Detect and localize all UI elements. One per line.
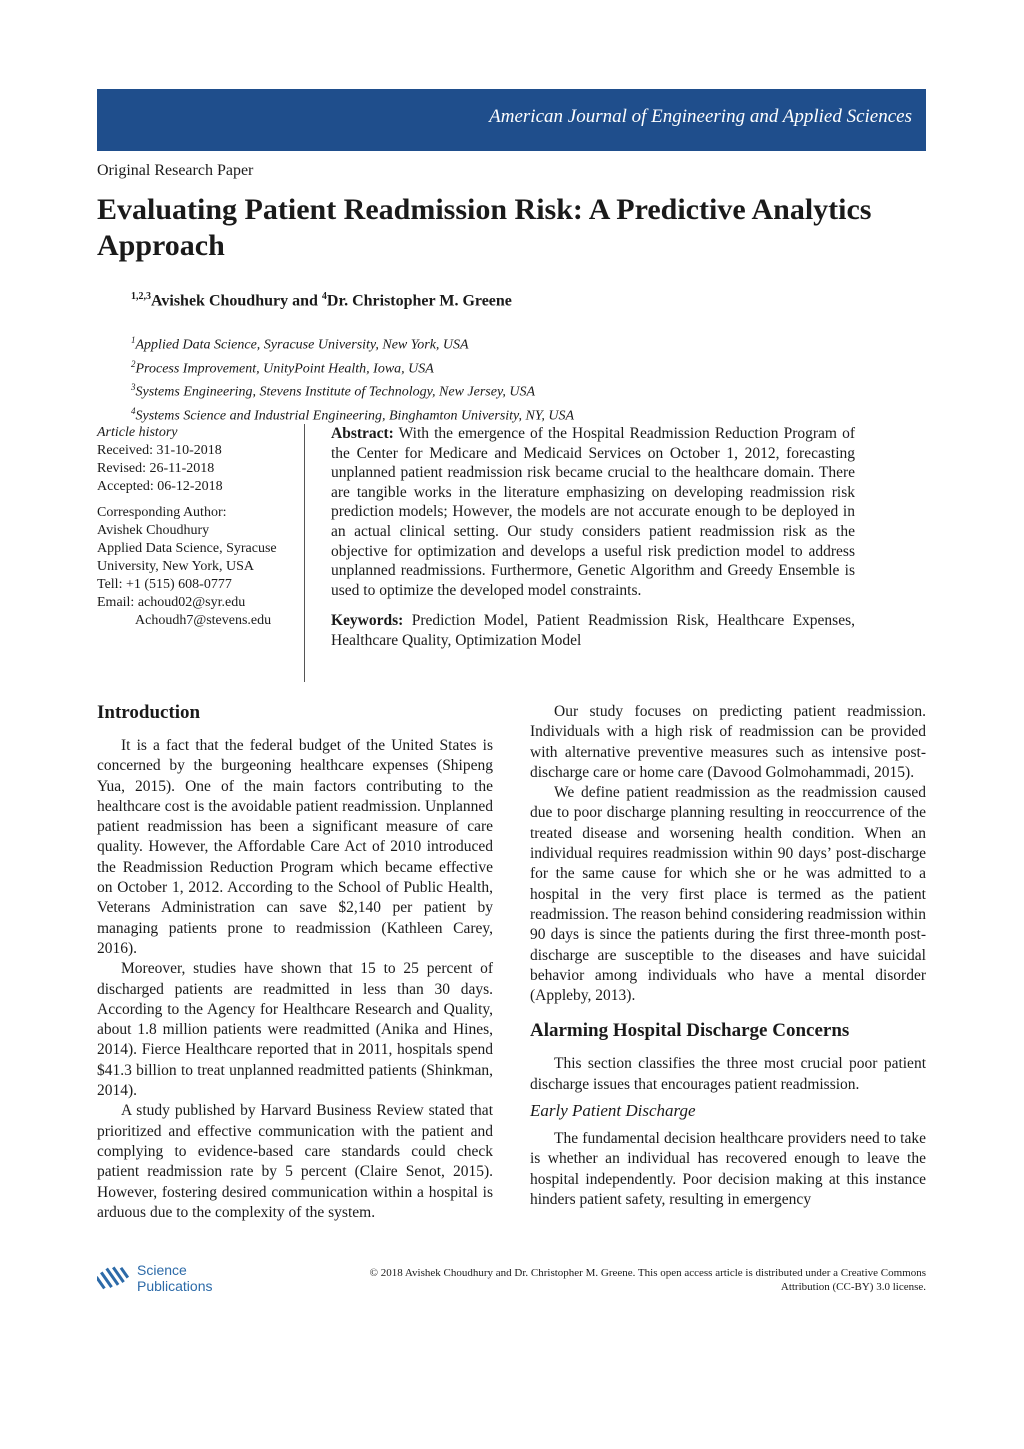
intro-paragraph-3: A study published by Harvard Business Review stated that prioritized and effective communication with the patient and complying to evidence-based care standards could check patient readmission rate by 5 percent (Claire Senot, 2015). However, fostering desired communication within a hospital is arduous due to the complexity of the system. <box>97 1102 493 1221</box>
corresponding-label: Corresponding Author: <box>97 505 227 520</box>
author1-affil-marker: 1,2,3 <box>131 291 151 302</box>
accepted-date: Accepted: 06-12-2018 <box>97 479 223 494</box>
article-history <box>97 424 302 630</box>
intro-paragraph-2: Moreover, studies have shown that 15 to 25 percent of discharged patients are readmitted in less than 30 days. According to the Agency for Healthcare Research and Quality, about 1.8 million patients were readmitted (Anika and Hines, 2014). Fierce Healthcare reported that in 2011, hospitals spend $41.3 billion to treat unplanned readmitted patients (Shinkman, 2014). <box>97 960 493 1100</box>
affiliation-2: $^2$Process Improvement, UnityPoint Health, Iowa, USA <box>131 358 434 377</box>
author2-affil-marker: 4 <box>321 291 327 302</box>
revised-date: Revised: 26-11-2018 <box>97 461 215 476</box>
introduction-heading: Introduction <box>97 702 201 723</box>
left-column <box>97 702 493 1223</box>
affiliation-1: $^1$Applied Data Science, Syracuse University, New York, USA <box>131 335 469 353</box>
affiliation-4: $^4$Systems Science and Industrial Engineering, Binghamton University, NY, USA <box>131 405 574 424</box>
keywords-text: Prediction Model, Patient Readmission Risk, Healthcare Expenses, Healthcare Quality, Optimization Model <box>331 612 855 649</box>
history-label: Article history <box>97 425 178 440</box>
paper-type: Original Research Paper <box>97 162 254 179</box>
author1-name: Avishek Choudhury and <box>151 292 322 310</box>
abstract <box>331 424 855 651</box>
right-paragraph-2: We define patient readmission as the readmission caused due to poor discharge planning resulting in reoccurrence of the treated disease and worsening health condition. When an individual requires readmission within 90 days’ post-discharge for the same cause for which she or he was admitted to a hospital in the very first place is termed as the patient readmission. The reason behind considering readmission within 90 days is since the patients during the first three-month post-discharge are susceptible to the diseases and have suicidal behavior among individuals who have a mental disorder (Appleby, 2013). <box>530 784 926 1005</box>
right-paragraph-4: The fundamental decision healthcare providers need to take is whether an individual has recovered enough to leave the hospital independently. Poor decision making at this instance hinders patient safety, resulting in emergency <box>530 1130 926 1208</box>
authors <box>131 291 512 310</box>
journal-name: American Journal of Engineering and Applied Sciences <box>489 106 912 127</box>
corresponding-email-2[interactable]: Achoudh7@stevens.edu <box>135 613 272 628</box>
column-divider <box>304 424 305 682</box>
science-publications-logo-icon <box>97 1262 131 1296</box>
discharge-concerns-heading: Alarming Hospital Discharge Concerns <box>530 1020 850 1042</box>
corresponding-name: Avishek Choudhury <box>97 523 210 538</box>
abstract-text: With the emergence of the Hospital Readmission Reduction Program of the Center for Medicare and Medicaid Services on October 1, 2012, forecasting unplanned patient readmission risk became crucial to the healthcare domain. There are tangible works in the literature emphasizing on developing readmission risk prediction models; However, the models are not accurate enough to be deployed in an actual clinical setting. Our study considers patient readmission risk as the objective for optimization and develops a useful risk prediction model to address unplanned readmissions. Furthermore, Genetic Algorithm and Greedy Ensemble is used to optimize the developed model constraints. <box>331 425 855 599</box>
affiliation-3: $^3$Systems Engineering, Stevens Institute of Technology, New Jersey, USA <box>131 382 536 400</box>
license-notice: © 2018 Avishek Choudhury and Dr. Christopher M. Greene. This open access article is distributed under a Creative Commons Attribution (CC-BY) 3.0 license. <box>369 1267 926 1293</box>
corresponding-email[interactable]: Email: achoud02@syr.edu <box>97 595 246 610</box>
abstract-label: Abstract: <box>331 425 394 442</box>
right-column <box>530 702 926 1210</box>
keywords-label: Keywords: <box>331 612 404 630</box>
right-paragraph-1: Our study focuses on predicting patient readmission. Individuals with a high risk of readmission can be provided with alternative preventive measures such as intensive post-discharge care or home care (Davood Golmohammadi, 2015). <box>530 703 926 781</box>
received-date: Received: 31-10-2018 <box>97 443 222 458</box>
journal-banner <box>97 89 926 151</box>
author2-name: Dr. Christopher M. Greene <box>326 292 512 310</box>
corresponding-affiliation: Applied Data Science, Syracuse University, New York, USA <box>97 541 277 574</box>
intro-paragraph-1: It is a fact that the federal budget of the United States is concerned by the burgeoning healthcare expenses (Shipeng Yua, 2015). One of the main factors contributing to the healthcare cost is the avoidable patient readmission. Unplanned patient readmission has been a significant measure of care quality. However, the Affordable Care Act of 2010 introduced the Readmission Reduction Program which became effective on October 1, 2012. According to the School of Public Health, Veterans Administration can save $2,140 per patient by managing patients prone to readmission (Kathleen Carey, 2016). <box>97 737 493 957</box>
paper-title: Evaluating Patient Readmission Risk: A Predictive Analytics Approach <box>97 193 872 262</box>
corresponding-tel: Tell: +1 (515) 608-0777 <box>97 577 232 592</box>
affiliations <box>131 331 574 426</box>
right-paragraph-3: This section classifies the three most crucial poor patient discharge issues that encourages patient readmission. <box>530 1055 926 1093</box>
early-discharge-subheading: Early Patient Discharge <box>530 1101 696 1121</box>
publisher-name: Science Publications <box>137 1262 213 1294</box>
